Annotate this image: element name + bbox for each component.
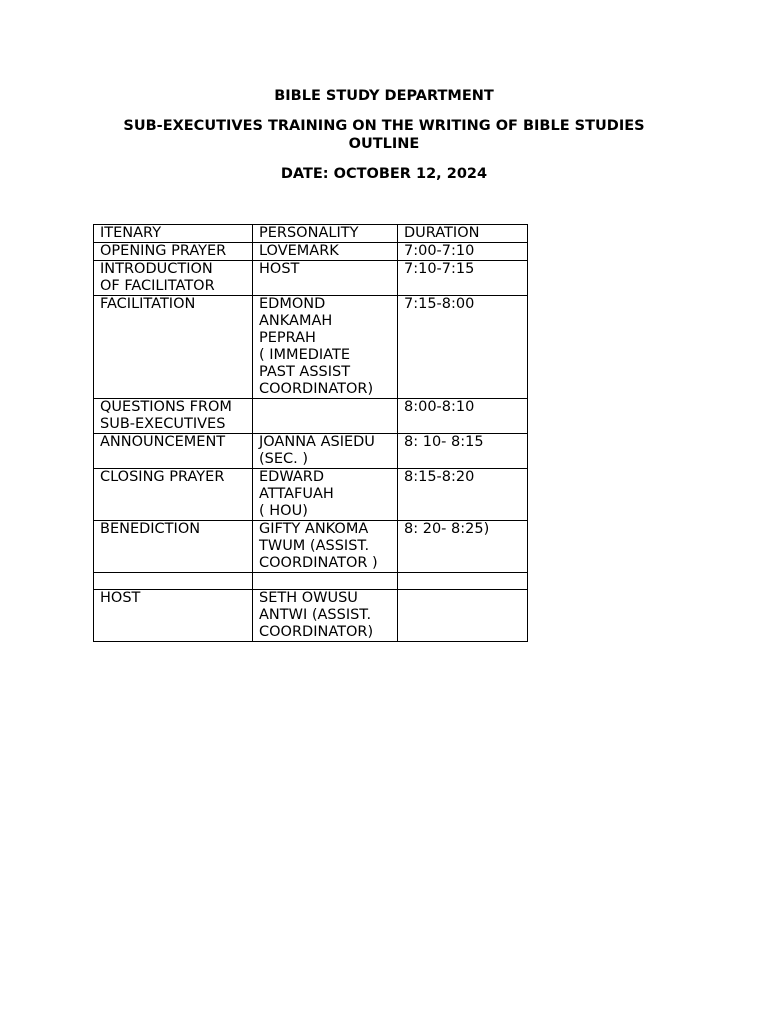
header-duration: DURATION	[398, 225, 528, 243]
duration-cell: 7:00-7:10	[398, 243, 528, 261]
duration-cell	[398, 573, 528, 590]
table-row	[94, 434, 528, 469]
duration-cell: 7:15-8:00	[398, 296, 528, 399]
event-date: DATE: OCTOBER 12, 2024	[280, 166, 488, 182]
table-row	[94, 521, 528, 573]
table-row	[94, 261, 528, 296]
table-header-row	[94, 225, 528, 243]
duration-cell: 7:10-7:15	[398, 261, 528, 296]
itenary-cell	[94, 573, 253, 590]
table-row	[94, 296, 528, 399]
personality-cell: HOST	[253, 261, 398, 296]
table-row-empty	[94, 573, 528, 590]
duration-cell: 8: 20- 8:25)	[398, 521, 528, 573]
duration-cell: 8:00-8:10	[398, 399, 528, 434]
itenary-cell: BENEDICTION	[94, 521, 253, 573]
personality-cell	[253, 573, 398, 590]
table-row	[94, 590, 528, 642]
department-heading: BIBLE STUDY DEPARTMENT	[274, 88, 494, 104]
duration-cell	[398, 590, 528, 642]
duration-cell: 8:15-8:20	[398, 469, 528, 521]
personality-cell: SETH OWUSU ANTWI (ASSIST. COORDINATOR)	[253, 590, 398, 642]
itenary-cell: CLOSING PRAYER	[94, 469, 253, 521]
itenary-cell: ANNOUNCEMENT	[94, 434, 253, 469]
header-itenary: ITENARY	[94, 225, 253, 243]
table-row	[94, 243, 528, 261]
personality-cell: GIFTY ANKOMA TWUM (ASSIST. COORDINATOR )	[253, 521, 398, 573]
personality-cell: LOVEMARK	[253, 243, 398, 261]
header-personality: PERSONALITY	[253, 225, 398, 243]
duration-cell: 8: 10- 8:15	[398, 434, 528, 469]
itenary-cell: OPENING PRAYER	[94, 243, 253, 261]
personality-cell: EDMOND ANKAMAH PEPRAH ( IMMEDIATE PAST ASSIST COORDINATOR)	[253, 296, 398, 399]
itenary-cell: QUESTIONS FROM SUB-EXECUTIVES	[94, 399, 253, 434]
schedule-table	[93, 224, 528, 642]
personality-cell: JOANNA ASIEDU (SEC. )	[253, 434, 398, 469]
itenary-cell: HOST	[94, 590, 253, 642]
itenary-cell: FACILITATION	[94, 296, 253, 399]
personality-cell: EDWARD ATTAFUAH ( HOU)	[253, 469, 398, 521]
table-row	[94, 399, 528, 434]
itenary-cell: INTRODUCTION OF FACILITATOR	[94, 261, 253, 296]
training-title: SUB-EXECUTIVES TRAINING ON THE WRITING OF BIBLE STUDIES OUTLINE	[123, 118, 645, 152]
table-row	[94, 469, 528, 521]
personality-cell	[253, 399, 398, 434]
